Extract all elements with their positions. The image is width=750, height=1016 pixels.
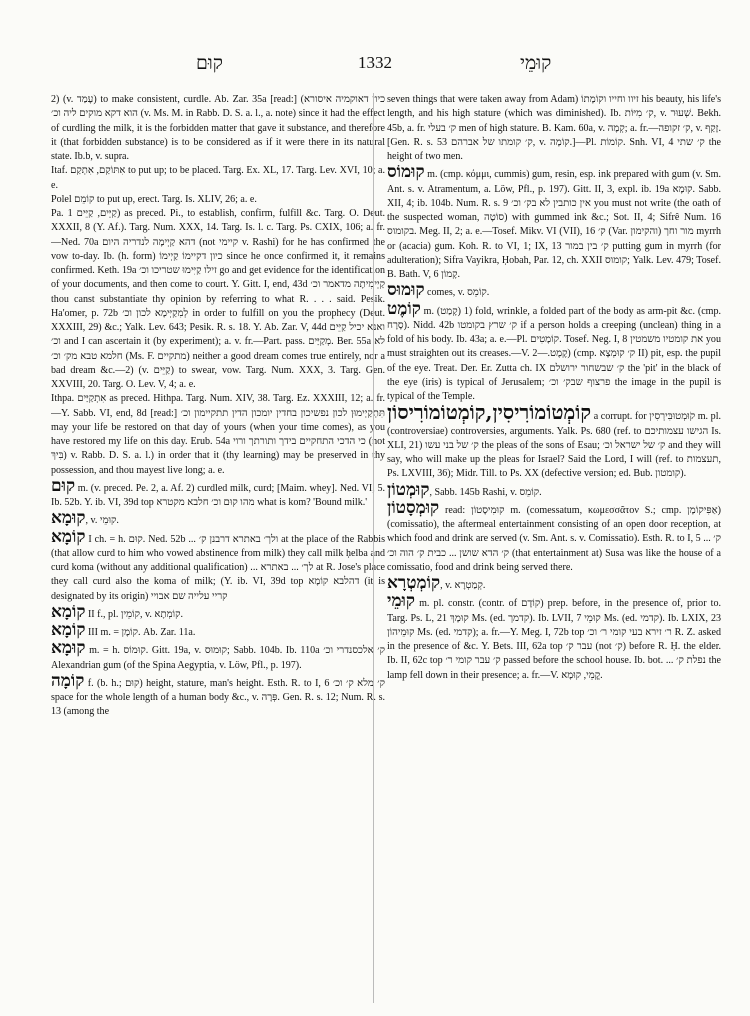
entry-definition: seven things that were taken away from Adam) זיוו וחייו וקוֹמָתוֹ his beauty, his life's length, and his high stature (which was diminished). Ib. ק׳ מִיּוֹת, v. שְׁעוּר. Bekh. 45b, a. fr. ק׳ בעלי men of high stature. B. Kam. 60a, v. קְמָה; a. fr.—ק׳ זקופה, v. זָקַף. [Gen. R. s. 53 ק׳ קומתו של אברהם, v. קוֹמָה.]—Pl. קוֹמוֹת. Snh. VI, 4 ק׳ שתי the height of two men. [387,94,721,162]
entry-definition: m. = h. קוּמוֹס. Gitt. 19a, v. קוּמוּס; Sabb. 104b. Ib. 110a ק׳ אלכסנדרי וכ׳ Alexandrian gum (of the Spina Aegyptia, v. Löw, Pfl., p. 197). [51,645,385,671]
entry-definition: Polel קוֹמֵם to put up, erect. Targ. Is. XLIV, 26; a. e. [51,193,257,205]
entry-headword: קוּמוּס [387,280,425,301]
dictionary-entry [51,670,385,720]
dictionary-entry [51,510,385,528]
entry-definition: , v. קוּמֵי. [85,515,119,527]
dictionary-entry [51,601,385,622]
dictionary-entry [51,622,385,640]
entry-definition: read: קוּמִיסָטוֹן m. (comessatum, κωμεσσᾶτον S.; cmp. אַפִּיקוֹמָן) (comissatio), the aftermeal entertainment consisting of an open door reception, at which food and drink are served (v. Sm. Ant. s. v. Comissatio). Esth. R. to I, 5 ק׳ ... ק׳ הדא שושן ... כבית ק׳ הוה וכ׳ (that entertainment at) Susa was like the house of a comissatio, food and drink being served there. [387,504,721,573]
entry-headword: קוּמְטוֹן [387,479,430,500]
entry-definition: m. (v. preced. Pe. 2, a. Af. 2) curdled milk, curd; [Maim. whey]. Ned. VI, 5. Ib. 52b. Y. ib. VI, 39d top מהו קוּם וכ׳ חלבא מקטרא what is kom? 'Bound milk.' [51,482,385,508]
entry-definition: Itaf. אִתּוֹקַם, אִתְקַם to put up; to be placed. Targ. Ex. XL, 17. Targ. Lev. XVI, 10; a. e. [51,165,385,191]
dictionary-entry [387,497,721,575]
entry-definition: m. (cmp. κόμμι, cummis) gum, resin, esp. ink prepared with gum (v. Sm. Ant. s. v. Atramentum, a. Löw, Pfl., p. 197). Gitt. II, 3, expl. ib. 19a קוּמָא. Sabb. XII, 4; ib. 104b. Num. R. s. 9 אין כותבין לא בק׳ וכ׳ you must not write (the oath of the suspected woman, סוֹטָה) with gummed ink &c.; Sot. II, 4; Sifrê Num. 16 בקומוס. Meg. II, 2; a. e.—Tosef. Mikv. VI (VII), 16 ק׳ (Var. והקימון) מור וחך myrrh or (acacia) gum. Koh. R. to VI, 1; IX, 13 ק׳ בין במור putting gum in myrrh (for adulteration); Sifra Vayikra, Ḥobah, Par. 12, ch. XXII קומוס; Yalk. Lev. 479; Tosef. B. Bath. V, 6 קָמוֹן. [387,169,721,280]
entry-headword: קוֹמְטוֹמוֹרִיסִין,קוֹמְטוֹמוֹרִיסוֹן [387,400,592,425]
entry-definition: 2) (v. עָמַד) to make consistent, curdle. Ab. Zar. 35a [read:] (כיון דאוקמיה איסורא הוא דקא מוקים ליה וכ׳ (v. Ms. M. in Rabb. D. S. a. l., a. note) since it had the effect of curdling the milk, it is the forbidden matter that gave it substance, and therefore it (that forbidden substance) is to be considered as if it were there in its natural state. Ib.b, v. supra. [51,94,385,162]
dictionary-entry [51,207,385,392]
entry-headword: קוֹמֶט [387,298,421,319]
entry-headword: קוֹמָא [51,601,86,622]
dictionary-entry [51,392,385,478]
dictionary-entry [387,164,721,282]
dictionary-entry [51,93,385,164]
entry-definition: m. (קָמַט) 1) fold, wrinkle, a folded part of the body as arm-pit &c. (cmp. סָרָח). Nidd. 42b ק׳ שרץ בקומטו if a person holds a creeping (unclean) thing in a fold of his body. Ib. 43a; a. e.—Pl. קוֹמָטִים. Tosef. Neg. I, 8 את קומטיו משמטין you must straighten out its creases.—V. קֶמֶט.—2) (cmp. ק׳ קוּמְצָא II) pit, esp. the pupil of the eye. Treat. Der. Er. Zutta ch. IX ק׳ שבשחור ירושלם the 'pit' in the black of the eye (iris) is typical of Jerusalem; פרצוף שבק׳ וכ׳ the image in the pupil is typical of the Temple. [387,305,721,402]
entry-headword: קוּמָא [51,508,86,529]
entry-definition: f. (b. h.; קוּם) height, stature, man's height. Esth. R. to I, 6 ק׳ מלא ק׳ וכ׳ space for the whole length of a human body &c., v. פְּרָה. Gen. R. s. 12; Num. R. s. 13 (among the [51,677,385,718]
dictionary-entry [387,575,721,593]
dictionary-entry [51,526,385,604]
entry-headword: קוֹמָה [51,670,85,691]
entry-headword: קוֹמְטְרָא [387,573,441,593]
dictionary-entry [51,640,385,673]
dictionary-entry [387,298,721,405]
entry-headword: קוּם [51,475,76,496]
entry-definition: Ithpa. אִתְקַיַּים as preced. Hithpa. Targ. Num. XIV, 38. Targ. Ez. XXXIII, 12; a. fr.—Y. Sabb. VI, end, 8d [read:] תִּתְקַיְימוּן לכון נפשיכון בחדין יומכון הדין תתקיימון וכ׳ may your life be restored on that day of yours (when your time comes), as you have restored my life on this day. Erub. 54a כי הדכי התחקיים בידך ותורתך ורוי (not בִּיךְ) v. Rabb. D. S. a. l.) in order that it (thy learning) may be preserved in thy possession, and thou mayest live long; a. e. [51,393,385,476]
running-head-left: קוּם [196,52,223,74]
entry-headword: קוּמֵי [387,591,415,612]
entry-headword: קוּמוֹס [387,162,425,183]
entry-definition: , v. קְמַטְרָא. [440,580,486,591]
entry-definition: II f., pl. קוֹמֵין, v. קוֹמְתָא. [85,608,183,620]
dictionary-entry [387,282,721,300]
entry-headword: קוֹמָא [51,526,86,547]
running-head-right: קוּמֵי [520,52,552,74]
entry-headword: קוֹמָא [51,620,86,640]
dictionary-entry [51,193,385,207]
entry-definition: , Sabb. 145b Rashi, v. קוֹמֵס. [429,486,542,498]
entry-definition: m. pl. constr. (contr. of קוֹדָם) prep. before, in the presence of, prior to. Targ. Ps. L, 21 קוּמָךְ Ms. (ed. קדמך). Ib. LVII, 7 קוּמֵי Ms. (ed. קדמי). Ib. LXIX, 23 קוּמֵיהוֹן Ms. (ed. קדמי); a. fr.—Y. Meg. I, 72b top ר׳ זירא בעי קומי ר׳ וכ׳ R. Z. asked in the presence of &c. Y. Bets. III, 62a top עבר ק׳ (not ק׳) before R. Ḥ. the elder. Ib. II, 62c top ק׳ עבר קומי ר׳ passed before the school house. Ib. bot. ... נפלת ק׳ the lamp fell down in their presence; a. fr.—V. קֳמֵי, קוּמָא. [387,598,721,681]
entry-definition: I ch. = h. קוּם. Ned. 52b ... ולך׳ באתרא דרבנן ק׳ at the place of the Rabbis (that allow curd to him who vowed abstinence from milk) they call milk ḥelba and curd koma (without any additional qualification) ... לך׳ ... באתרא at R. Jose's place they call curd also the koma of milk; (Y. ib. VI, 39d top דהלבא קוֹמָא (it is designated by its origin) קריי עלייה שם אבויי [51,533,385,602]
page-number: 1332 [358,53,392,72]
dictionary-entry [51,475,385,511]
left-column [51,93,385,1003]
entry-headword: קוּמָא [51,638,86,659]
dictionary-entry [387,400,721,481]
entry-definition: III m. = קוֹמָן. Ab. Zar. 11a. [85,627,196,638]
entry-headword: קוּמְסָטוֹן [387,497,440,518]
dictionary-entry [387,93,721,164]
dictionary-entry [387,593,721,683]
dictionary-entry [51,164,385,193]
entry-definition: comes, v. קוֹמֵס. [424,287,490,299]
entry-definition: Pa. קַיֵּים, קַיֵּים 1) as preced. Pi., to establish, confirm, fulfill &c. Targ. O. Deut. XXXII, 8 (Y. Af.). Targ. Num. XXX, 14. Targ. Is. l. c. Targ. Ps. CXIX, 106; a. fr.—Ned. 70a דהא קַיְימָה לנדריה היום (not קיימי v. Rashi) for he has confirmed the vow to-day. Ib. (h. form) כיון דקיימוֹ קַיְימוֹ since he once confirmed it, it remains confirmed. Keth. 19a זילו קַיִּימוּ שטריכו וכ׳ go and get evidence for the identification of your documents, and then come to court. Y. Gitt. I, end, 43d קַיְימִיתָה מדאמר וכ׳ thou canst substantiate thy opinion by referring to what R. . . . said. Pesik. Ha'omer, p. 72b לְמִקַיְּימָא לכון וכ׳ in order to fulfill on you the prophecy (Deut. XXXIII, 29) &c.; Yalk. Lev. 643; Pesik. R. s. 18. Y. Ab. Zar. V, 44d ואנא יכיל קַיֵּים וכ׳ and I can ascertain it (by experiment); a. v. fr.—Part. pass. מְקַיַּים. Ber. 55a לא חלמא טבא מק׳ וכ׳ (Ms. F. מתקיים) neither a good dream comes true entirely, nor a bad dream &c.—2) (v. קַיֵּים) to swear, vow. Targ. Num. XXX, 3. Targ. Gen. XXVIII, 20. Targ. O. Lev. V, 4; a. e. [51,208,385,390]
entry-definition: a corrupt. for קֹוּמְטוּבִּירְסִין m. pl. (controversiae) controversies, arguments. Yalk. Ps. 680 (ref. to הגישו עצמותיכם Is. XLI, 21) ק׳ של בני עשו the pleas of the sons of Esau; ק׳ של ישראל וכ׳ and they will say, who will make up the pleas for Israel? Said the Lord, I will (ref. to תעצמות, Ps. LXVIII, 36); Midr. Till. to Ps. XX (defective version; ed. Bub. קומטון). [387,411,721,480]
column-divider [373,93,374,1003]
right-column [387,93,721,1003]
